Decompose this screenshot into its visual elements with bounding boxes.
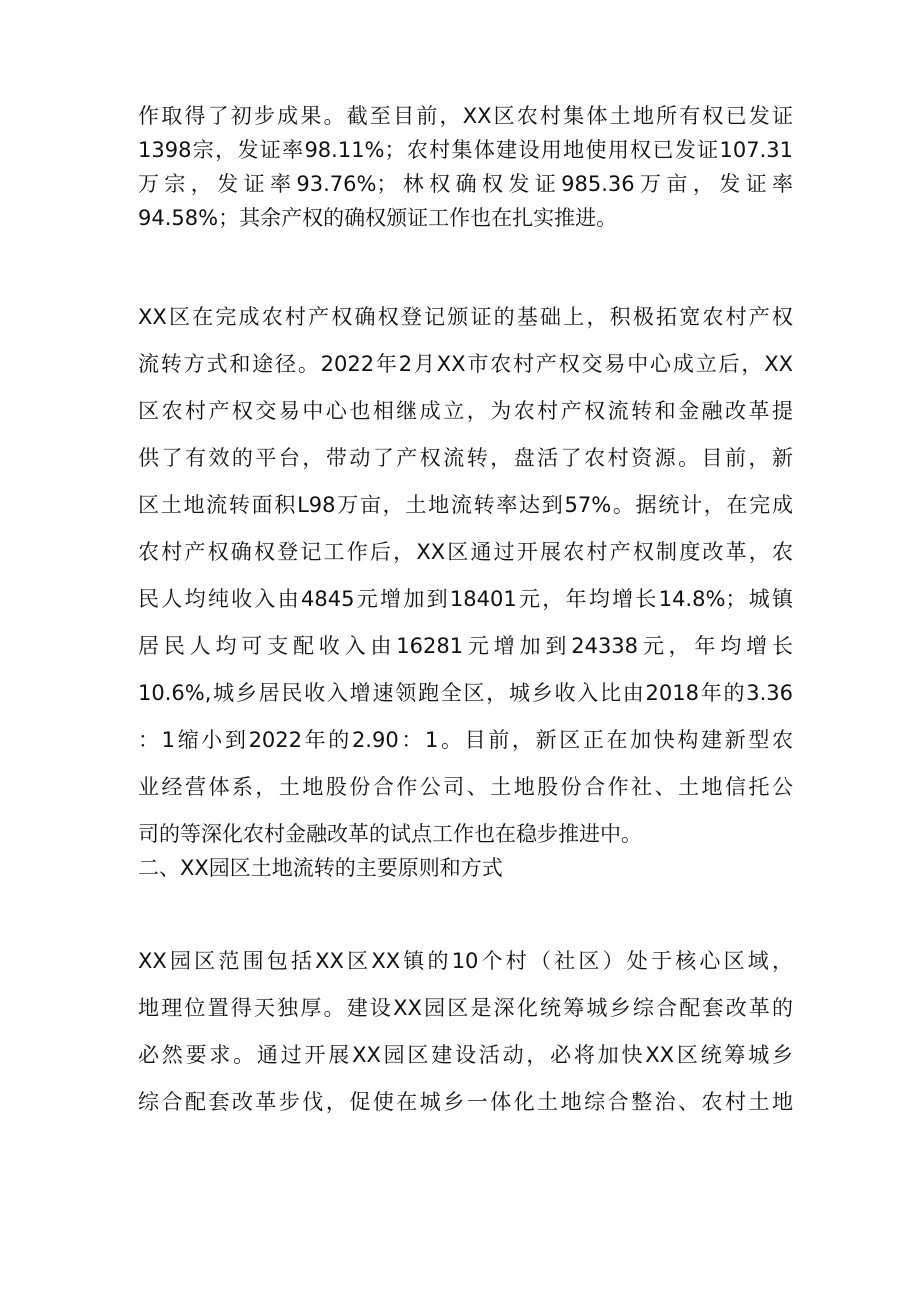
paragraph-2-line-9: 10.6%,城乡居民收入增速领跑全区，城乡收入比由2018年的3.36 [138,681,793,705]
paragraph-1-line-3: 万宗，发证率93.76%；林权确权发证985.36万亩，发证率 [138,172,793,196]
paragraph-2-line-1: XX区在完成农村产权确权登记颁证的基础上，积极拓宽农村产权 [138,305,793,329]
paragraph-3-line-4: 综合配套改革步伐，促使在城乡一体化土地综合整治、农村土地 [138,1090,793,1114]
paragraph-2-line-5: 区土地流转面积L98万亩，土地流转率达到57%。据统计，在完成 [138,493,793,517]
paragraph-3-line-2: 地理位置得天独厚。建设XX园区是深化统筹城乡综合配套改革的 [138,996,793,1020]
section-heading: 二、XX园区土地流转的主要原则和方式 [138,856,503,880]
paragraph-3-line-3: 必然要求。通过开展XX园区建设活动，必将加快XX区统筹城乡 [138,1043,793,1067]
paragraph-2-line-10: ：1缩小到2022年的2.90：1。目前，新区正在加快构建新型农 [138,728,793,752]
paragraph-2-line-2: 流转方式和途径。2022年2月XX市农村产权交易中心成立后，XX [138,352,793,376]
paragraph-1-line-4: 94.58%；其余产权的确权颁证工作也在扎实推进。 [138,206,618,230]
paragraph-3-line-1: XX园区范围包括XX区XX镇的10个村（社区）处于核心区域， [138,949,793,973]
paragraph-1-line-2: 1398宗，发证率98.11%；农村集体建设用地使用权已发证107.31 [138,138,793,162]
paragraph-2-line-11: 业经营体系，土地股份合作公司、土地股份合作社、土地信托公 [138,775,793,799]
paragraph-2-line-6: 农村产权确权登记工作后，XX区通过开展农村产权制度改革，农 [138,540,793,564]
paragraph-2-line-8: 居民人均可支配收入由16281元增加到24338元，年均增长 [138,634,793,658]
paragraph-2-line-4: 供了有效的平台，带动了产权流转，盘活了农村资源。目前，新 [138,446,793,470]
paragraph-2-line-3: 区农村产权交易中心也相继成立，为农村产权流转和金融改革提 [138,399,793,423]
paragraph-2-line-7: 民人均纯收入由4845元增加到18401元，年均增长14.8%；城镇 [138,587,793,611]
paragraph-2-line-12: 司的等深化农村金融改革的试点工作也在稳步推进中。 [138,822,642,846]
paragraph-1-line-1: 作取得了初步成果。截至目前，XX区农村集体土地所有权已发证 [138,104,793,128]
